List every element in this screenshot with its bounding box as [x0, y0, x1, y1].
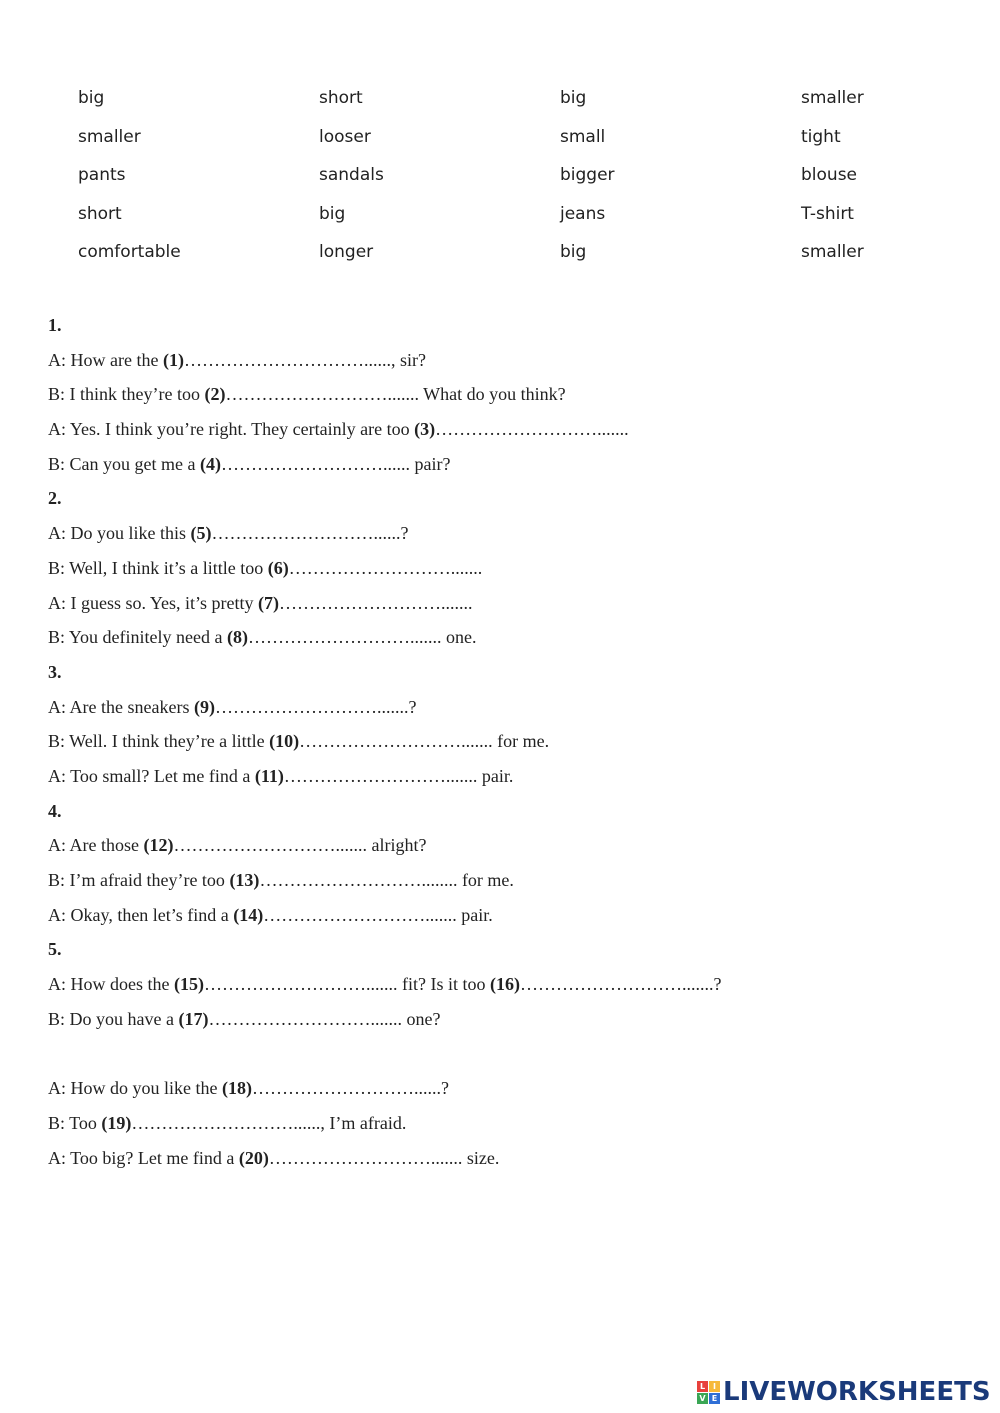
word-bank-word: comfortable: [78, 242, 181, 262]
answer-blank[interactable]: ………………………........ for me.: [259, 870, 514, 890]
blank-number: (9): [193, 696, 215, 717]
section-number: 4.: [48, 800, 62, 821]
logo-mark-letter: I: [709, 1381, 720, 1392]
dialogue-text: B: Too: [48, 1112, 102, 1133]
spacer: [48, 1041, 978, 1076]
word-bank-word: blouse: [801, 165, 858, 185]
dialogue-line: [48, 1111, 978, 1146]
dialogue-line: [48, 382, 978, 417]
section-number: 1.: [48, 315, 62, 335]
blank-number: (4): [199, 453, 221, 474]
blank-number: (19): [101, 1112, 132, 1133]
section-number: 3.: [48, 661, 62, 682]
dialogue-text: A: Too big? Let me find a: [48, 1147, 239, 1168]
dialogue-line: [48, 764, 978, 799]
answer-blank[interactable]: ………………………....... alright?: [173, 835, 427, 856]
answer-blank[interactable]: ……………………….......?: [214, 696, 417, 717]
blank-number: (15): [173, 974, 204, 995]
answer-blank[interactable]: ………………………....... pair.: [263, 904, 493, 925]
word-bank-word: short: [319, 88, 363, 108]
dialogue-line: [48, 591, 978, 626]
blank-number: (12): [143, 835, 174, 856]
word-bank-word: big: [560, 88, 587, 108]
dialogue-line: [48, 348, 978, 383]
dialogue-text: B: I’m afraid they’re too: [48, 870, 230, 890]
blank-number: (6): [267, 557, 289, 578]
liveworksheets-logo: [697, 1377, 991, 1407]
logo-text: LIVEWORKSHEETS: [723, 1377, 991, 1407]
logo-mark-letter: V: [697, 1393, 708, 1404]
blank-number: (20): [238, 1147, 269, 1168]
answer-blank[interactable]: ………………………....... pair.: [283, 765, 514, 786]
dialogue-line: [48, 1007, 978, 1042]
blank-number: (10): [269, 731, 300, 752]
dialogue-text: A: Okay, then let’s find a: [48, 904, 234, 925]
dialogue-text: A: Are the sneakers: [48, 696, 194, 717]
blank-number: (8): [226, 627, 248, 648]
blank-number: (3): [414, 419, 436, 440]
dialogue-line: [48, 903, 978, 938]
blank-number: (2): [204, 384, 226, 405]
word-bank-word: big: [78, 88, 105, 108]
word-bank-word: bigger: [560, 165, 615, 185]
dialogue-line: [48, 1146, 978, 1181]
dialogue-text: B: Well. I think they’re a little: [48, 731, 270, 752]
dialogue-text: A: Too small? Let me find a: [48, 765, 255, 786]
dialogue-text: A: Yes. I think you’re right. They certainly are too: [48, 419, 415, 440]
word-bank-word: short: [78, 203, 122, 224]
answer-blank[interactable]: ……………………….......: [288, 557, 483, 578]
word-bank-word: jeans: [560, 203, 606, 224]
word-bank-word: pants: [78, 165, 126, 185]
dialogue-text: A: How are the: [48, 349, 163, 370]
answer-blank[interactable]: ………………………....... fit? Is it too: [203, 974, 490, 995]
logo-mark-icon: [697, 1381, 720, 1404]
word-bank-word: longer: [319, 242, 374, 262]
dialogue-text: B: Do you have a: [48, 1008, 179, 1029]
dialogue-line: [48, 833, 978, 868]
blank-number: (16): [489, 974, 520, 995]
dialogue-line: [48, 556, 978, 591]
word-bank-word: big: [560, 242, 587, 262]
blank-number: (5): [190, 523, 212, 544]
dialogue-line: [48, 417, 978, 452]
blank-number: (7): [258, 592, 280, 613]
blank-number: (18): [221, 1078, 252, 1099]
dialogue-line: [48, 625, 978, 660]
answer-blank[interactable]: ………………………...... pair?: [220, 453, 451, 474]
answer-blank[interactable]: ……………………….......: [279, 592, 473, 613]
answer-blank[interactable]: ………………………....... one?: [208, 1008, 441, 1029]
answer-blank[interactable]: ………………………......?: [251, 1078, 449, 1099]
blank-number: (11): [254, 765, 284, 786]
word-bank-word: smaller: [801, 88, 864, 108]
dialogue-text: A: How does the: [48, 974, 174, 995]
answer-blank[interactable]: …………………………......, sir?: [183, 349, 426, 370]
dialogue-line: [48, 521, 978, 556]
word-bank-word: sandals: [319, 165, 384, 185]
dialogue-text: A: Are those: [48, 835, 144, 856]
answer-blank[interactable]: ……………………….......?: [519, 974, 722, 995]
section-number: 2.: [48, 488, 62, 509]
answer-blank[interactable]: ………………………....... for me.: [299, 731, 550, 752]
logo-mark-letter: L: [697, 1381, 708, 1392]
answer-blank[interactable]: ……………………….......: [435, 419, 629, 440]
blank-number: (17): [178, 1008, 209, 1029]
dialogue-line: [48, 452, 978, 487]
dialogue-text: B: You definitely need a: [48, 627, 227, 648]
answer-blank[interactable]: ………………………......?: [211, 523, 409, 544]
word-bank-word: smaller: [801, 242, 864, 262]
dialogue-line: [48, 868, 978, 903]
word-bank-word: small: [560, 126, 606, 147]
word-bank: [78, 86, 961, 279]
dialogue-text: A: I guess so. Yes, it’s pretty: [48, 592, 259, 613]
blank-number: (14): [233, 904, 264, 925]
word-bank-word: T-shirt: [801, 203, 854, 224]
dialogue-line: [48, 729, 978, 764]
answer-blank[interactable]: ………………………....... size.: [268, 1147, 500, 1168]
section-number: 5.: [48, 939, 62, 960]
blank-number: (1): [162, 349, 184, 370]
dialogue-text: A: Do you like this: [48, 523, 191, 544]
dialogue-text: B: I think they’re too: [48, 384, 205, 405]
answer-blank[interactable]: ………………………......, I’m afraid.: [131, 1112, 407, 1133]
logo-mark-letter: E: [709, 1393, 720, 1404]
answer-blank[interactable]: ………………………....... one.: [247, 627, 477, 648]
word-bank-word: tight: [801, 126, 841, 147]
word-bank-word: smaller: [78, 126, 141, 147]
word-bank-word: big: [319, 203, 346, 224]
dialogue-text: A: How do you like the: [48, 1078, 222, 1099]
dialogue-text: B: Can you get me a: [48, 453, 200, 474]
dialogue-line: [48, 972, 978, 1007]
blank-number: (13): [229, 870, 260, 890]
word-bank-word: looser: [319, 126, 371, 147]
dialogue-line: [48, 695, 978, 730]
dialogue-line: [48, 1076, 978, 1111]
dialogues: [48, 313, 978, 1180]
dialogue-text: B: Well, I think it’s a little too: [48, 557, 268, 578]
answer-blank[interactable]: ………………………....... What do you think?: [225, 384, 566, 405]
